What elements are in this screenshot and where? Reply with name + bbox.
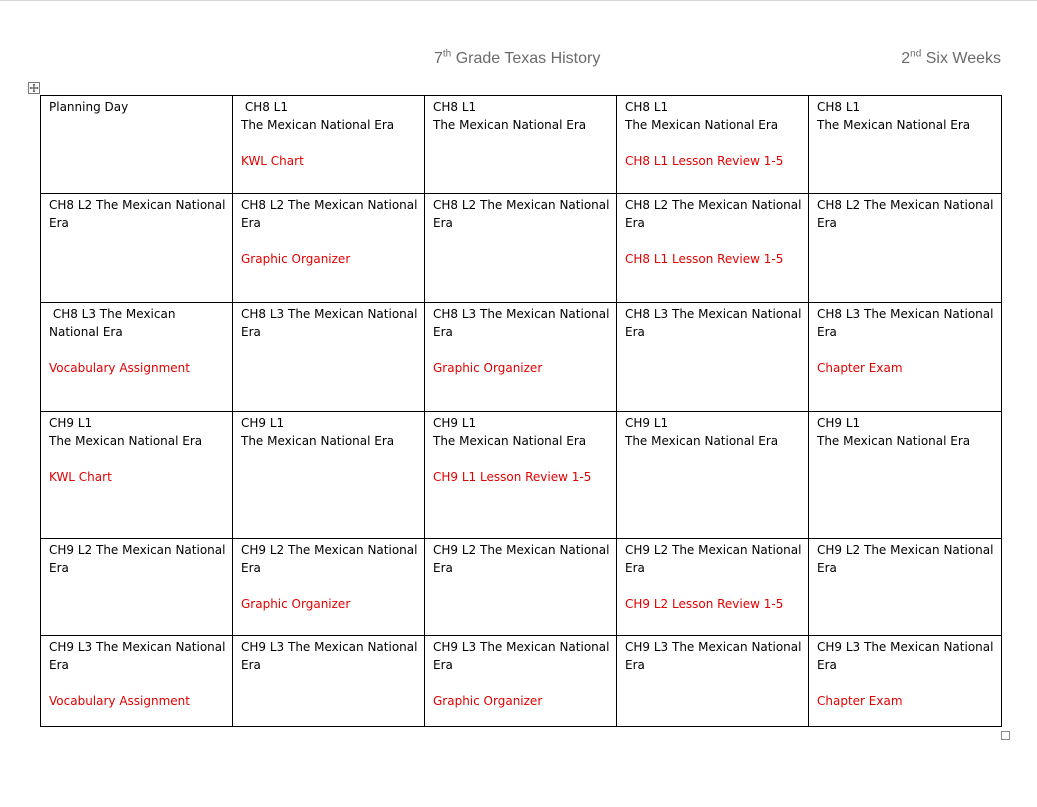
table-cell[interactable]	[617, 636, 809, 727]
table-cell[interactable]	[425, 303, 617, 412]
lesson-title: CH9 L1	[817, 416, 861, 430]
lesson-title: CH8 L2 The Mexican National	[433, 198, 610, 212]
ruler-divider	[0, 0, 1037, 1]
title-rest: Grade Texas History	[451, 50, 601, 67]
table-cell[interactable]	[425, 539, 617, 636]
table-cell[interactable]	[41, 303, 233, 412]
lesson-title: CH8 L3 The Mexican National	[241, 307, 418, 321]
lesson-subtitle: Era	[625, 561, 645, 575]
table-cell[interactable]	[809, 412, 1002, 539]
table-cell[interactable]	[425, 412, 617, 539]
table-cell[interactable]	[809, 194, 1002, 303]
table-cell[interactable]	[41, 636, 233, 727]
lesson-subtitle: Era	[625, 658, 645, 672]
lesson-title: CH9 L3 The Mexican National	[625, 640, 802, 654]
lesson-title: CH9 L3 The Mexican National	[241, 640, 418, 654]
period-superscript: nd	[910, 48, 922, 60]
lesson-subtitle: Era	[625, 325, 645, 339]
lesson-title: CH9 L2 The Mexican National	[433, 543, 610, 557]
lesson-title: CH8 L1	[625, 100, 669, 114]
table-cell[interactable]	[809, 303, 1002, 412]
move-arrows-icon[interactable]	[28, 82, 40, 94]
lesson-subtitle: Era	[817, 561, 837, 575]
lesson-subtitle: The Mexican National Era	[817, 434, 971, 448]
assignment-label: CH9 L1 Lesson Review 1-5	[433, 470, 592, 484]
lesson-title: CH8 L1	[241, 100, 288, 114]
lesson-title: CH9 L3 The Mexican National	[433, 640, 610, 654]
lesson-subtitle: Era	[433, 325, 453, 339]
table-cell[interactable]	[809, 539, 1002, 636]
lesson-title: CH8 L3 The Mexican National	[433, 307, 610, 321]
lesson-subtitle: The Mexican National Era	[625, 118, 779, 132]
lesson-title: CH9 L2 The Mexican National	[625, 543, 802, 557]
assignment-label: KWL Chart	[241, 154, 304, 168]
lesson-title: CH9 L3 The Mexican National	[817, 640, 994, 654]
lesson-subtitle: Era	[241, 561, 261, 575]
table-cell[interactable]	[809, 96, 1002, 194]
lesson-subtitle: Era	[49, 216, 69, 230]
lesson-title: CH9 L1	[625, 416, 669, 430]
table-cell[interactable]	[425, 194, 617, 303]
table-cell[interactable]	[617, 539, 809, 636]
assignment-label: KWL Chart	[49, 470, 112, 484]
title-prefix: 7	[434, 50, 443, 67]
table-row	[41, 194, 1002, 303]
table-row	[41, 636, 1002, 727]
lesson-subtitle: The Mexican National Era	[817, 118, 971, 132]
lesson-subtitle: Era	[433, 561, 453, 575]
table-cell[interactable]	[41, 194, 233, 303]
lesson-subtitle: The Mexican National Era	[241, 118, 395, 132]
table-cell[interactable]	[425, 96, 617, 194]
table-cell[interactable]	[617, 412, 809, 539]
table-cell[interactable]	[809, 636, 1002, 727]
lesson-subtitle: Era	[625, 216, 645, 230]
lesson-subtitle: Era	[433, 216, 453, 230]
lesson-subtitle: The Mexican National Era	[433, 434, 587, 448]
grading-period	[901, 50, 1001, 68]
lesson-title: CH8 L3 The Mexican National	[817, 307, 994, 321]
resize-square-icon[interactable]	[1001, 731, 1010, 740]
assignment-label: Graphic Organizer	[433, 694, 543, 708]
table-row	[41, 412, 1002, 539]
table-cell[interactable]	[617, 303, 809, 412]
lesson-title: CH8 L2 The Mexican National	[817, 198, 994, 212]
lesson-title: CH8 L1	[433, 100, 477, 114]
lesson-title: CH8 L2 The Mexican National	[625, 198, 802, 212]
assignment-label: Vocabulary Assignment	[49, 694, 190, 708]
table-cell[interactable]	[617, 96, 809, 194]
lesson-subtitle: Era	[241, 325, 261, 339]
table-row	[41, 539, 1002, 636]
lesson-title: CH9 L1	[241, 416, 285, 430]
table-cell[interactable]	[233, 412, 425, 539]
period-rest: Six Weeks	[921, 50, 1001, 67]
table-cell[interactable]	[41, 412, 233, 539]
lesson-subtitle: The Mexican National Era	[625, 434, 779, 448]
period-prefix: 2	[901, 50, 911, 67]
table-cell[interactable]	[233, 303, 425, 412]
lesson-title: CH9 L2 The Mexican National	[49, 543, 226, 557]
assignment-label: CH8 L1 Lesson Review 1-5	[625, 252, 784, 266]
lesson-subtitle: Era	[49, 658, 69, 672]
lesson-plan-table	[40, 95, 1002, 727]
lesson-subtitle: Era	[817, 658, 837, 672]
lesson-subtitle: The Mexican National Era	[49, 434, 203, 448]
lesson-title: CH9 L2 The Mexican National	[241, 543, 418, 557]
table-cell[interactable]	[41, 96, 233, 194]
assignment-label: Chapter Exam	[817, 361, 903, 375]
table-cell[interactable]	[233, 636, 425, 727]
lesson-subtitle: Era	[433, 658, 453, 672]
table-cell[interactable]	[233, 539, 425, 636]
lesson-title: Planning Day	[49, 100, 129, 114]
assignment-label: Graphic Organizer	[433, 361, 543, 375]
lesson-subtitle: National Era	[49, 325, 123, 339]
lesson-title: CH8 L3 The Mexican National	[625, 307, 802, 321]
lesson-title: CH9 L2 The Mexican National	[817, 543, 994, 557]
lesson-subtitle: Era	[241, 216, 261, 230]
lesson-title: CH9 L1	[49, 416, 93, 430]
assignment-label: CH9 L2 Lesson Review 1-5	[625, 597, 784, 611]
document-title	[434, 50, 600, 68]
lesson-title: CH9 L3 The Mexican National	[49, 640, 226, 654]
title-superscript: th	[442, 48, 452, 60]
assignment-label: Chapter Exam	[817, 694, 903, 708]
table-row	[41, 96, 1002, 194]
assignment-label: Graphic Organizer	[241, 252, 351, 266]
lesson-subtitle: Era	[241, 658, 261, 672]
assignment-label: Graphic Organizer	[241, 597, 351, 611]
table-cell[interactable]	[233, 194, 425, 303]
table-row	[41, 303, 1002, 412]
table-cell[interactable]	[425, 636, 617, 727]
lesson-subtitle: The Mexican National Era	[241, 434, 395, 448]
table-cell[interactable]	[617, 194, 809, 303]
lesson-title: CH8 L3 The Mexican	[49, 307, 176, 321]
lesson-title: CH8 L2 The Mexican National	[241, 198, 418, 212]
table-cell[interactable]	[233, 96, 425, 194]
lesson-subtitle: Era	[817, 325, 837, 339]
assignment-label: CH8 L1 Lesson Review 1-5	[625, 154, 784, 168]
assignment-label: Vocabulary Assignment	[49, 361, 190, 375]
lesson-title: CH9 L1	[433, 416, 477, 430]
lesson-title: CH8 L1	[817, 100, 861, 114]
lesson-title: CH8 L2 The Mexican National	[49, 198, 226, 212]
table-cell[interactable]	[41, 539, 233, 636]
lesson-subtitle: Era	[817, 216, 837, 230]
lesson-subtitle: The Mexican National Era	[433, 118, 587, 132]
lesson-subtitle: Era	[49, 561, 69, 575]
